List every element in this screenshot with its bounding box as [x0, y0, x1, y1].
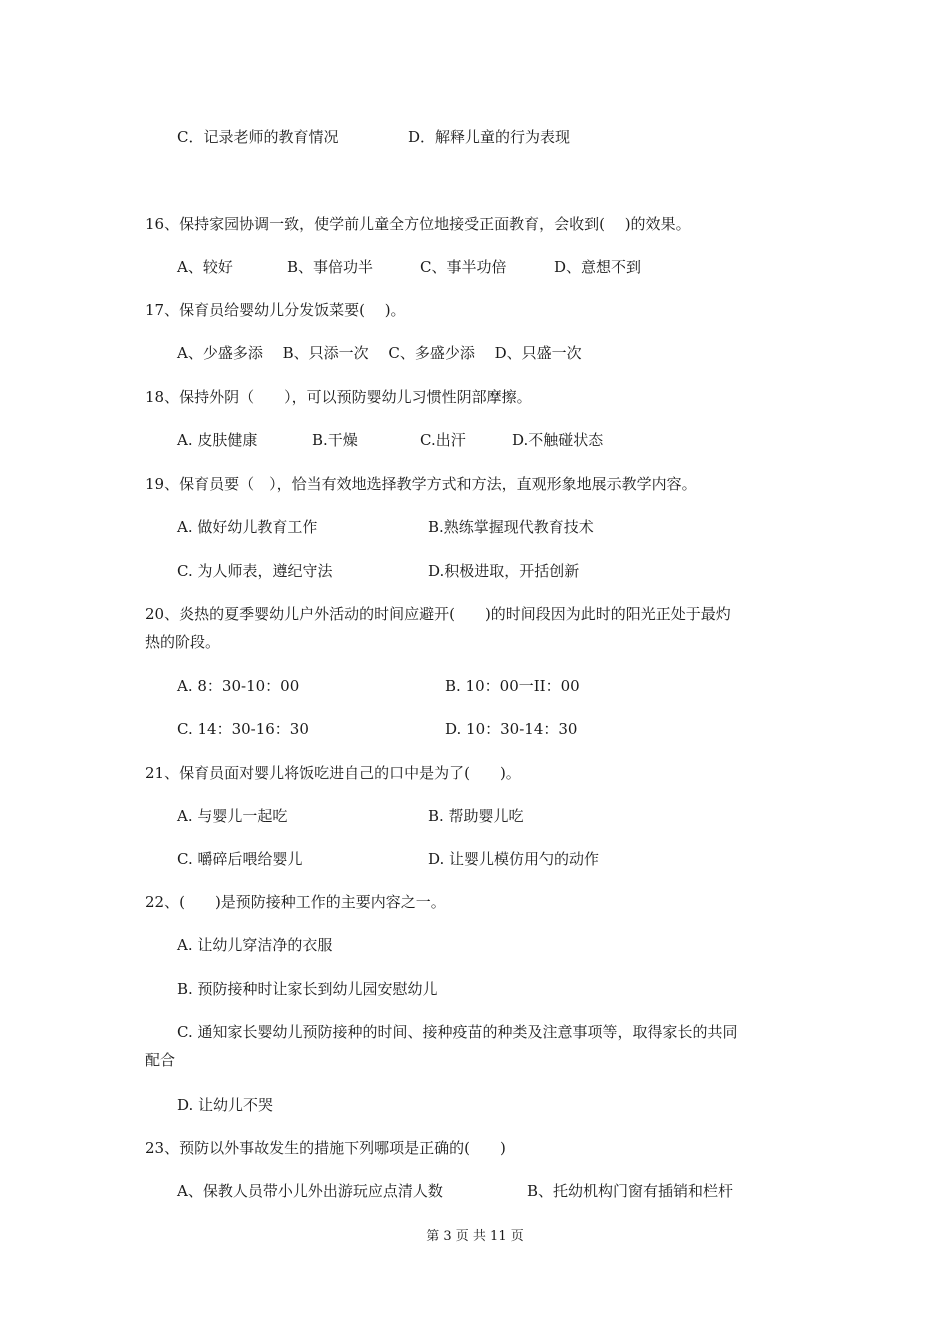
q22-option-b: B. 预防接种时让家长到幼儿园安慰幼儿	[177, 980, 438, 998]
q19-option-d: D.积极进取，开括创新	[428, 562, 580, 580]
q23-option-a: A、保教人员带小儿外出游玩应点清人数	[177, 1182, 443, 1200]
question-20-cont: 热的阶段。	[145, 633, 221, 651]
q19-option-b: B.熟练掌握现代教育技术	[428, 518, 594, 536]
q18-option-d: D.不触碰状态	[512, 431, 604, 449]
q20-option-c: C. 14：30-16：30	[177, 720, 309, 738]
q22-option-d: D. 让幼儿不哭	[177, 1096, 274, 1114]
q21-option-b: B. 帮助婴儿吃	[428, 807, 524, 825]
question-21: 21、保育员面对婴儿将饭吃进自己的口中是为了( )。	[145, 764, 521, 782]
q19-option-a: A. 做好幼儿教育工作	[177, 518, 318, 536]
q20-option-d: D. 10：30-14：30	[445, 720, 578, 738]
question-18: 18、保持外阴（ ），可以预防婴幼儿习惯性阴部摩擦。	[145, 388, 532, 406]
page-footer: 第 3 页 共 11 页	[426, 1229, 524, 1244]
option-c-prev: C．记录老师的教育情况	[177, 128, 339, 146]
option-d-prev: D．解释儿童的行为表现	[408, 128, 571, 146]
question-20: 20、炎热的夏季婴幼儿户外活动的时间应避开( )的时间段因为此时的阳光正处于最灼	[145, 605, 731, 623]
q21-option-a: A. 与婴儿一起吃	[177, 807, 288, 825]
q20-option-a: A. 8：30-10：00	[177, 677, 300, 695]
q19-option-c: C. 为人师表，遵纪守法	[177, 562, 333, 580]
question-19: 19、保育员要（ ），恰当有效地选择教学方式和方法，直观形象地展示教学内容。	[145, 475, 697, 493]
q18-option-c: C.出汗	[420, 431, 466, 449]
q23-option-b: B、托幼机构门窗有插销和栏杆	[527, 1182, 734, 1200]
q22-option-c-cont: 配合	[145, 1051, 176, 1069]
q18-option-a: A. 皮肤健康	[177, 431, 258, 449]
q22-option-a: A. 让幼儿穿洁净的衣服	[177, 936, 333, 954]
question-17: 17、保育员给婴幼儿分发饭菜要( )。	[145, 301, 406, 319]
q20-option-b: B. 10：00一II：00	[445, 677, 580, 695]
q16-option-c: C、事半功倍	[420, 258, 507, 276]
question-16: 16、保持家园协调一致，使学前儿童全方位地接受正面教育，会收到( )的效果。	[145, 215, 691, 233]
question-22: 22、( )是预防接种工作的主要内容之一。	[145, 893, 446, 911]
q21-option-d: D. 让婴儿模仿用勺的动作	[428, 850, 600, 868]
q22-option-c: C. 通知家长婴幼儿预防接种的时间、接种疫苗的种类及注意事项等，取得家长的共同	[177, 1023, 738, 1041]
q16-option-b: B、事倍功半	[287, 258, 374, 276]
question-23: 23、预防以外事故发生的措施下列哪项是正确的( )	[145, 1139, 506, 1157]
q16-option-d: D、意想不到	[554, 258, 642, 276]
q21-option-c: C. 嚼碎后喂给婴儿	[177, 850, 303, 868]
q17-options: A、少盛多添 B、只添一次 C、多盛少添 D、只盛一次	[177, 344, 582, 362]
q18-option-b: B.干燥	[312, 431, 358, 449]
q16-option-a: A、较好	[177, 258, 233, 276]
